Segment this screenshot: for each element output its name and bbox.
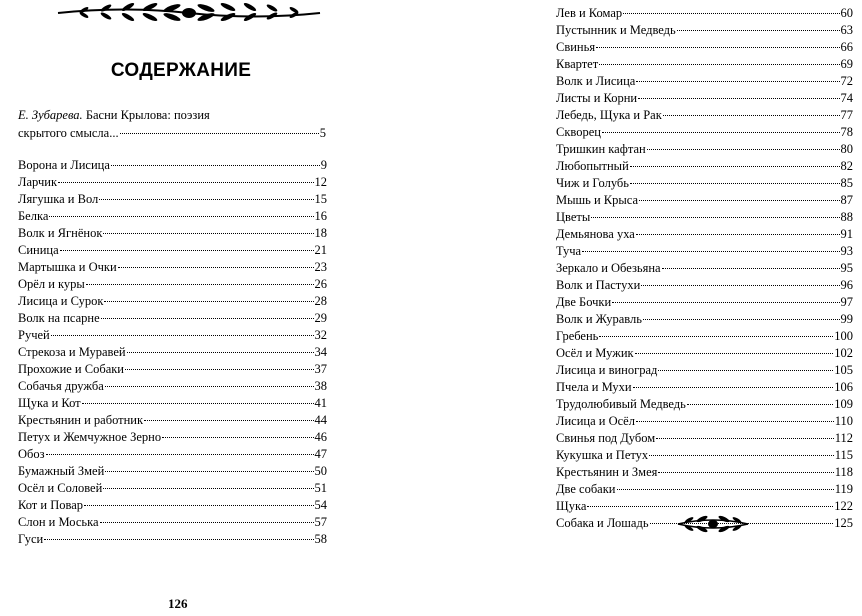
- toc-entry: [556, 209, 853, 226]
- toc-entry: [18, 174, 327, 191]
- toc-entry-page: 106: [834, 380, 853, 394]
- toc-entry-title: Зеркало и Обезьяна: [556, 261, 661, 275]
- toc-entry-page: 118: [834, 465, 853, 479]
- toc-entry-page: 97: [840, 295, 853, 309]
- toc-entry-title: Туча: [556, 244, 582, 258]
- dot-leader: [639, 200, 839, 201]
- toc-entry-page: 38: [314, 379, 327, 393]
- toc-entry-page: 87: [840, 193, 853, 207]
- toc-list-left: [18, 157, 327, 548]
- dot-leader: [633, 387, 834, 388]
- toc-entry-title: Гуси: [18, 532, 44, 546]
- dot-leader: [663, 115, 840, 116]
- toc-entry-page: 85: [840, 176, 853, 190]
- toc-entry-title: Щука: [556, 499, 587, 513]
- toc-entry-page: 26: [314, 277, 327, 291]
- toc-entry-title: Крестьянин и работник: [18, 413, 144, 427]
- toc-entry: [556, 260, 853, 277]
- toc-entry-page: 82: [840, 159, 853, 173]
- toc-entry-page: 125: [834, 516, 853, 530]
- toc-entry-title: Синица: [18, 243, 59, 257]
- toc-entry-page: 96: [840, 278, 853, 292]
- toc-entry-page: 50: [314, 464, 327, 478]
- intro-entry: [18, 106, 326, 142]
- toc-entry: [556, 481, 853, 498]
- toc-entry-title: Крестьянин и Змея: [556, 465, 658, 479]
- toc-entry: [556, 22, 853, 39]
- toc-entry-page: 12: [314, 175, 327, 189]
- page-number: 126: [168, 596, 188, 611]
- toc-entry-page: 66: [840, 40, 853, 54]
- toc-entry-page: 34: [314, 345, 327, 359]
- dot-leader: [118, 267, 314, 268]
- toc-entry-title: Собака и Лошадь: [556, 516, 649, 530]
- toc-entry-page: 15: [314, 192, 327, 206]
- toc-entry: [18, 497, 327, 514]
- toc-entry-page: 105: [834, 363, 853, 377]
- toc-entry-title: Прохожие и Собаки: [18, 362, 124, 376]
- toc-entry: [556, 141, 853, 158]
- toc-entry-page: 80: [840, 142, 853, 156]
- dot-leader: [687, 404, 833, 405]
- dot-leader: [636, 81, 839, 82]
- toc-entry-title: Волк и Лисица: [556, 74, 636, 88]
- toc-entry-page: 23: [314, 260, 327, 274]
- dot-leader: [636, 421, 834, 422]
- dot-leader: [101, 318, 314, 319]
- dot-leader: [643, 319, 840, 320]
- toc-entry-page: 47: [314, 447, 327, 461]
- toc-entry: [556, 362, 853, 379]
- dot-leader: [58, 182, 313, 183]
- toc-entry-title: Волк и Пастухи: [556, 278, 641, 292]
- page-title: СОДЕРЖАНИЕ: [110, 60, 252, 81]
- toc-entry: [18, 344, 327, 361]
- toc-entry-title: Цветы: [556, 210, 591, 224]
- toc-entry: [18, 378, 327, 395]
- toc-entry-title: Две Бочки: [556, 295, 612, 309]
- dot-leader: [582, 251, 839, 252]
- toc-entry-title: Обоз: [18, 447, 45, 461]
- toc-entry: [18, 225, 327, 242]
- toc-entry: [556, 430, 853, 447]
- toc-entry-title: Слон и Моська: [18, 515, 99, 529]
- toc-entry-page: 57: [314, 515, 327, 529]
- toc-entry-title: Лебедь, Щука и Рак: [556, 108, 662, 122]
- intro-line-1: [18, 106, 326, 125]
- toc-entry-title: Осёл и Мужик: [556, 346, 634, 360]
- toc-entry-page: 110: [834, 414, 853, 428]
- dot-leader: [591, 217, 839, 218]
- toc-entry: [556, 90, 853, 107]
- toc-entry: [18, 412, 327, 429]
- toc-entry-page: 102: [834, 346, 853, 360]
- toc-entry-title: Кот и Повар: [18, 498, 84, 512]
- toc-entry-title: Мышь и Крыса: [556, 193, 639, 207]
- toc-entry-title: Волк на псарне: [18, 311, 100, 325]
- toc-entry: [556, 158, 853, 175]
- dot-leader: [111, 165, 320, 166]
- toc-entry: [556, 328, 853, 345]
- dot-leader: [105, 471, 313, 472]
- toc-entry: [556, 277, 853, 294]
- intro-title-line2: скрытого смысла...: [18, 126, 119, 140]
- toc-entry-title: Собачья дружба: [18, 379, 104, 393]
- toc-entry-title: Листы и Корни: [556, 91, 638, 105]
- dot-leader: [647, 149, 840, 150]
- dot-leader: [635, 353, 834, 354]
- toc-entry: [556, 447, 853, 464]
- dot-leader: [599, 336, 833, 337]
- toc-entry-page: 112: [834, 431, 853, 445]
- toc-entry-page: 37: [314, 362, 327, 376]
- toc-entry: [18, 276, 327, 293]
- toc-entry-page: 41: [314, 396, 327, 410]
- toc-entry-title: Ручей: [18, 328, 50, 342]
- toc-entry: [556, 107, 853, 124]
- toc-entry-title: Лягушка и Вол: [18, 192, 99, 206]
- dot-leader: [125, 369, 314, 370]
- toc-entry-title: Лисица и Осёл: [556, 414, 635, 428]
- dot-leader: [658, 370, 833, 371]
- toc-entry: [18, 463, 327, 480]
- toc-entry-page: 77: [840, 108, 853, 122]
- toc-entry-page: 18: [314, 226, 327, 240]
- toc-entry-page: 46: [314, 430, 327, 444]
- toc-entry-title: Ворона и Лисица: [18, 158, 110, 172]
- toc-entry: [556, 39, 853, 56]
- toc-entry: [18, 327, 327, 344]
- toc-entry-title: Бумажный Змей: [18, 464, 105, 478]
- toc-entry: [18, 429, 327, 446]
- toc-entry: [556, 345, 853, 362]
- dot-leader: [103, 488, 313, 489]
- toc-entry-page: 9: [320, 158, 327, 172]
- dot-leader: [144, 420, 313, 421]
- toc-entry: [18, 157, 327, 174]
- toc-entry-title: Кукушка и Петух: [556, 448, 649, 462]
- toc-entry: [18, 361, 327, 378]
- toc-entry-page: 69: [840, 57, 853, 71]
- toc-entry-page: 122: [834, 499, 853, 513]
- toc-entry-page: 44: [314, 413, 327, 427]
- toc-entry: [556, 379, 853, 396]
- dot-leader: [44, 539, 313, 540]
- toc-entry: [18, 259, 327, 276]
- toc-entry-page: 74: [840, 91, 853, 105]
- toc-entry-title: Две собаки: [556, 482, 616, 496]
- toc-entry: [556, 413, 853, 430]
- toc-entry-page: 28: [314, 294, 327, 308]
- toc-entry-title: Лев и Комар: [556, 6, 623, 20]
- dot-leader: [662, 268, 840, 269]
- toc-entry: [18, 242, 327, 259]
- toc-entry: [18, 446, 327, 463]
- toc-entry-title: Белка: [18, 209, 49, 223]
- dot-leader: [86, 284, 314, 285]
- dot-leader: [51, 335, 314, 336]
- toc-entry-page: 115: [834, 448, 853, 462]
- toc-entry: [556, 124, 853, 141]
- toc-entry-title: Ларчик: [18, 175, 58, 189]
- toc-entry-page: 54: [314, 498, 327, 512]
- toc-entry-title: Орёл и куры: [18, 277, 85, 291]
- dot-leader: [49, 216, 313, 217]
- dot-leader: [99, 199, 313, 200]
- intro-page: 5: [319, 126, 326, 140]
- toc-entry: [556, 192, 853, 209]
- toc-entry-page: 99: [840, 312, 853, 326]
- dot-leader: [623, 13, 839, 14]
- toc-entry-page: 109: [834, 397, 853, 411]
- toc-entry: [556, 294, 853, 311]
- dot-leader: [658, 472, 833, 473]
- toc-entry-title: Волк и Ягнёнок: [18, 226, 103, 240]
- toc-entry-page: 91: [840, 227, 853, 241]
- dot-leader: [587, 506, 833, 507]
- dot-leader: [162, 437, 313, 438]
- toc-entry: [556, 464, 853, 481]
- bottom-ornament-icon: [674, 512, 752, 536]
- toc-entry: [556, 226, 853, 243]
- dot-leader: [82, 403, 314, 404]
- toc-entry-title: Гребень: [556, 329, 599, 343]
- toc-entry: [18, 514, 327, 531]
- toc-entry-title: Любопытный: [556, 159, 629, 173]
- toc-entry-page: 95: [840, 261, 853, 275]
- toc-entry: [18, 208, 327, 225]
- dot-leader: [599, 64, 839, 65]
- toc-entry: [556, 73, 853, 90]
- toc-entry-page: 16: [314, 209, 327, 223]
- toc-entry-title: Лисица и виноград: [556, 363, 658, 377]
- toc-entry-page: 21: [314, 243, 327, 257]
- dot-leader: [105, 386, 314, 387]
- toc-entry-title: Свинья: [556, 40, 596, 54]
- toc-entry: [556, 311, 853, 328]
- intro-title-line1: Басни Крылова: поэзия: [85, 108, 210, 122]
- toc-entry: [18, 293, 327, 310]
- right-page: [431, 0, 862, 616]
- toc-entry-title: Чиж и Голубь: [556, 176, 629, 190]
- dot-leader: [60, 250, 314, 251]
- intro-line-2: [18, 125, 326, 142]
- dot-leader: [677, 30, 840, 31]
- toc-entry-page: 60: [840, 6, 853, 20]
- intro-author: Е. Зубарева.: [18, 108, 83, 122]
- toc-entry-page: 63: [840, 23, 853, 37]
- toc-entry-title: Квартет: [556, 57, 599, 71]
- toc-entry-page: 72: [840, 74, 853, 88]
- toc-entry-title: Пчела и Мухи: [556, 380, 632, 394]
- dot-leader: [636, 234, 840, 235]
- toc-entry: [18, 480, 327, 497]
- dot-leader: [100, 522, 314, 523]
- dot-leader: [649, 455, 834, 456]
- dot-leader: [612, 302, 839, 303]
- toc-entry-title: Демьянова уха: [556, 227, 635, 241]
- toc-entry-page: 51: [314, 481, 327, 495]
- toc-entry-title: Лисица и Сурок: [18, 294, 104, 308]
- toc-entry-title: Щука и Кот: [18, 396, 81, 410]
- toc-entry-page: 58: [314, 532, 327, 546]
- toc-entry-title: Свинья под Дубом: [556, 431, 656, 445]
- dot-leader: [617, 489, 834, 490]
- toc-entry: [18, 531, 327, 548]
- toc-entry: [18, 310, 327, 327]
- dot-leader: [104, 301, 313, 302]
- toc-entry: [18, 395, 327, 412]
- dot-leader: [127, 352, 314, 353]
- toc-entry: [556, 5, 853, 22]
- dot-leader: [638, 98, 839, 99]
- toc-list-right: [556, 5, 853, 532]
- toc-entry-title: Трудолюбивый Медведь: [556, 397, 686, 411]
- dot-leader: [596, 47, 839, 48]
- toc-entry: [556, 175, 853, 192]
- dot-leader: [84, 505, 313, 506]
- dot-leader: [630, 183, 840, 184]
- toc-entry-title: Пустынник и Медведь: [556, 23, 676, 37]
- toc-entry-title: Волк и Журавль: [556, 312, 642, 326]
- dot-leader: [656, 438, 834, 439]
- toc-entry-title: Тришкин кафтан: [556, 142, 646, 156]
- toc-entry-page: 88: [840, 210, 853, 224]
- top-ornament-icon: [54, 2, 324, 22]
- toc-entry: [556, 56, 853, 73]
- dot-leader: [103, 233, 313, 234]
- dot-leader: [120, 133, 319, 134]
- toc-entry-page: 78: [840, 125, 853, 139]
- toc-entry-title: Мартышка и Очки: [18, 260, 117, 274]
- toc-entry-page: 93: [840, 244, 853, 258]
- toc-entry-title: Стрекоза и Муравей: [18, 345, 126, 359]
- dot-leader: [630, 166, 840, 167]
- toc-entry-title: Осёл и Соловей: [18, 481, 103, 495]
- toc-entry-page: 100: [834, 329, 853, 343]
- dot-leader: [46, 454, 314, 455]
- dot-leader: [641, 285, 839, 286]
- toc-entry-page: 29: [314, 311, 327, 325]
- toc-entry-page: 119: [834, 482, 853, 496]
- toc-entry: [556, 243, 853, 260]
- toc-entry-page: 32: [314, 328, 327, 342]
- toc-entry: [18, 191, 327, 208]
- toc-entry-title: Скворец: [556, 125, 601, 139]
- dot-leader: [602, 132, 840, 133]
- toc-entry: [556, 396, 853, 413]
- toc-entry-title: Петух и Жемчужное Зерно: [18, 430, 162, 444]
